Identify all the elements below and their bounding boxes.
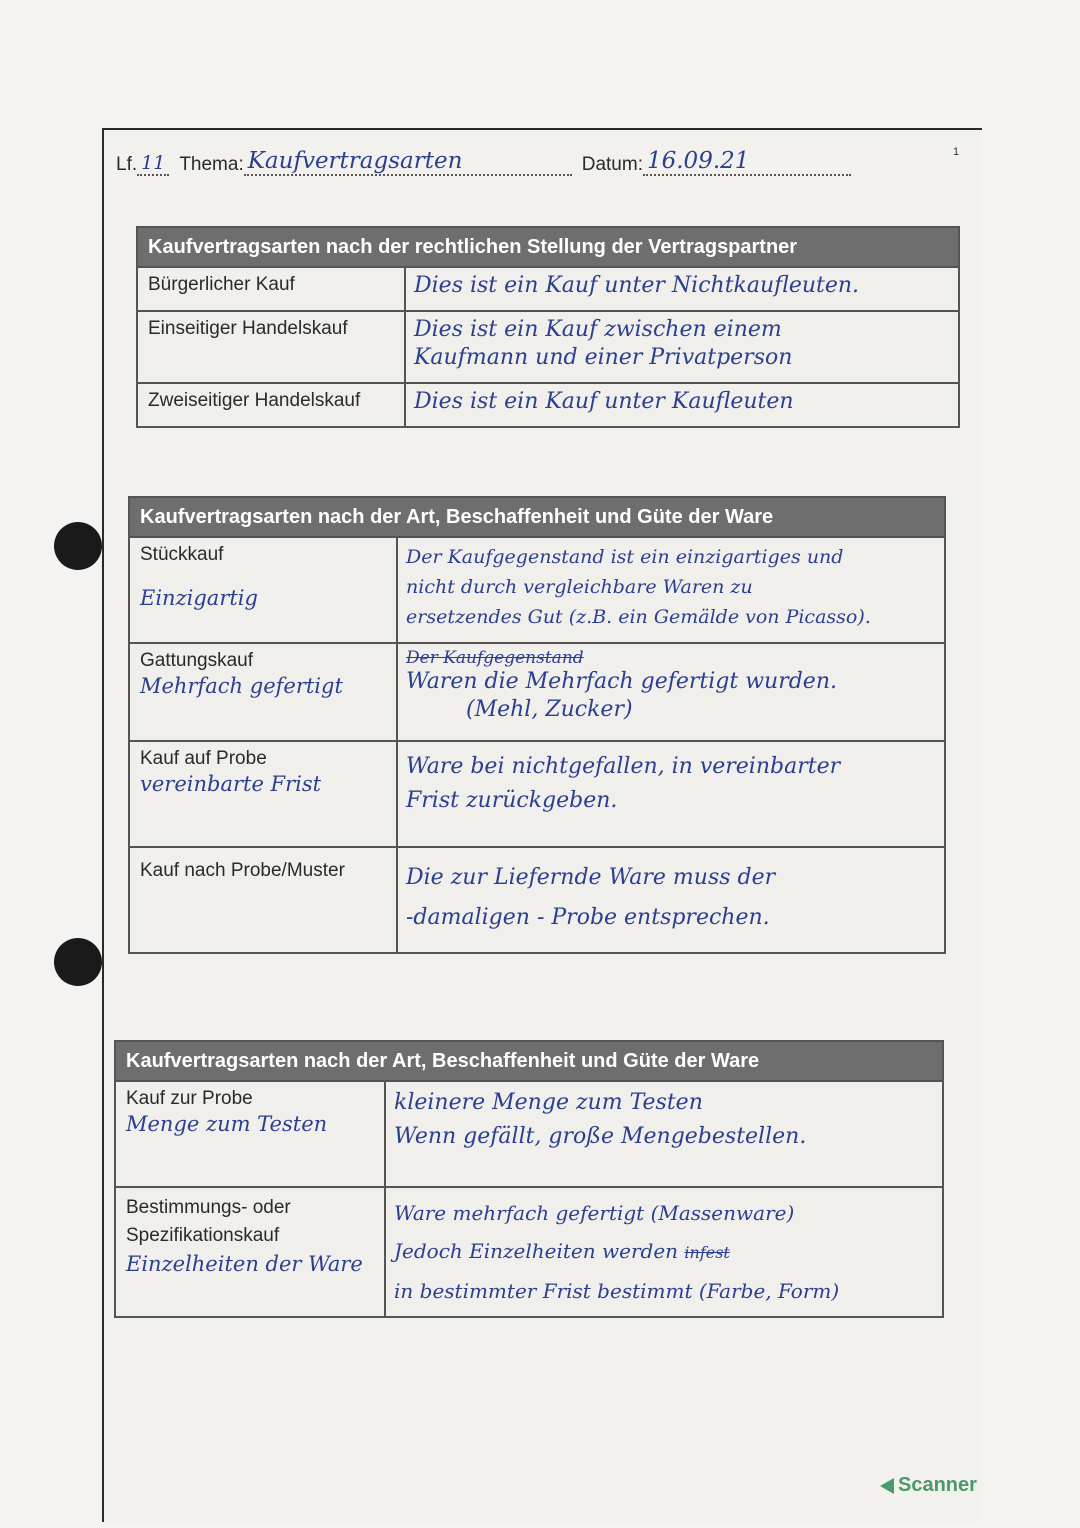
datum-field: Datum: 16.09.21 xyxy=(582,148,851,176)
row-label-cell: Stückkauf Einzigartig xyxy=(130,538,398,642)
table-title: Kaufvertragsarten nach der Art, Beschaffenheit und Güte der Ware xyxy=(130,498,944,536)
row-label: Kauf nach Probe/Muster xyxy=(130,848,398,952)
row-note: vereinbarte Frist xyxy=(140,772,322,796)
row-label-cell: Bestimmungs- oder Spezifikationskauf Einzelheiten der Ware xyxy=(116,1188,386,1316)
row-answer: Ware mehrfach gefertigt (Massenware) Jedoch Einzelheiten werden infest in bestimmter Frist bestimmt (Farbe, Form) xyxy=(394,1201,840,1303)
row-note: Einzelheiten der Ware xyxy=(126,1252,363,1276)
table-art-beschaffenheit-2 xyxy=(114,1040,944,1318)
row-answer: Die zur Liefernde Ware muss der -damaligen - Probe entsprechen. xyxy=(406,865,776,930)
table-row xyxy=(138,266,958,310)
row-answer: Dies ist ein Kauf unter Nichtkaufleuten. xyxy=(414,273,860,298)
thema-value: Kaufvertragsarten xyxy=(244,148,572,176)
table-title: Kaufvertragsarten nach der rechtlichen Stellung der Vertragspartner xyxy=(138,228,958,266)
table-row xyxy=(130,536,944,642)
table-art-beschaffenheit-1 xyxy=(128,496,946,954)
table-row xyxy=(130,740,944,846)
row-note: Einzigartig xyxy=(140,586,258,610)
table-title: Kaufvertragsarten nach der Art, Beschaffenheit und Güte der Ware xyxy=(116,1042,942,1080)
table-row xyxy=(116,1186,942,1316)
row-label: Einseitiger Handelskauf xyxy=(138,312,406,382)
worksheet-header xyxy=(116,140,966,176)
thema-field: Thema: Kaufvertragsarten xyxy=(179,148,571,176)
table-row xyxy=(116,1080,942,1186)
row-note: Mehrfach gefertigt xyxy=(140,674,343,698)
row-answer: Ware bei nichtgefallen, in vereinbarter Frist zurückgeben. xyxy=(406,754,841,813)
punch-hole-bottom xyxy=(54,938,102,986)
scanner-watermark: Scanner xyxy=(880,1474,977,1497)
scanner-logo-icon xyxy=(880,1478,894,1494)
row-label-cell: Kauf zur Probe Menge zum Testen xyxy=(116,1082,386,1186)
row-answer: Der Kaufgegenstand ist ein einzigartiges und nicht durch vergleichbare Waren zu ersetzendes Gut (z.B. ein Gemälde von Picasso). xyxy=(406,546,871,628)
lf-value: 11 xyxy=(137,152,169,176)
row-label: Bürgerlicher Kauf xyxy=(138,268,406,310)
table-row xyxy=(138,382,958,426)
table-row xyxy=(138,310,958,382)
table-row xyxy=(130,642,944,740)
row-answer: Dies ist ein Kauf unter Kaufleuten xyxy=(414,389,794,414)
row-label: Zweiseitiger Handelskauf xyxy=(138,384,406,426)
row-answer: Der Kaufgegenstand Waren die Mehrfach gefertigt wurden. (Mehl, Zucker) xyxy=(406,648,837,722)
table-rechtliche-stellung xyxy=(136,226,960,428)
row-answer: kleinere Menge zum Testen Wenn gefällt, große Mengebestellen. xyxy=(394,1090,807,1149)
page-number: 1 xyxy=(953,146,960,158)
datum-value: 16.09.21 xyxy=(643,148,851,176)
punch-hole-top xyxy=(54,522,102,570)
row-label-cell: Kauf auf Probe vereinbarte Frist xyxy=(130,742,398,846)
table-row xyxy=(130,846,944,952)
row-label-cell: Gattungskauf Mehrfach gefertigt xyxy=(130,644,398,740)
row-answer: Dies ist ein Kauf zwischen einem Kaufmann und einer Privatperson xyxy=(414,317,793,370)
row-note: Menge zum Testen xyxy=(126,1112,328,1136)
lf-field: Lf. 11 xyxy=(116,152,169,176)
